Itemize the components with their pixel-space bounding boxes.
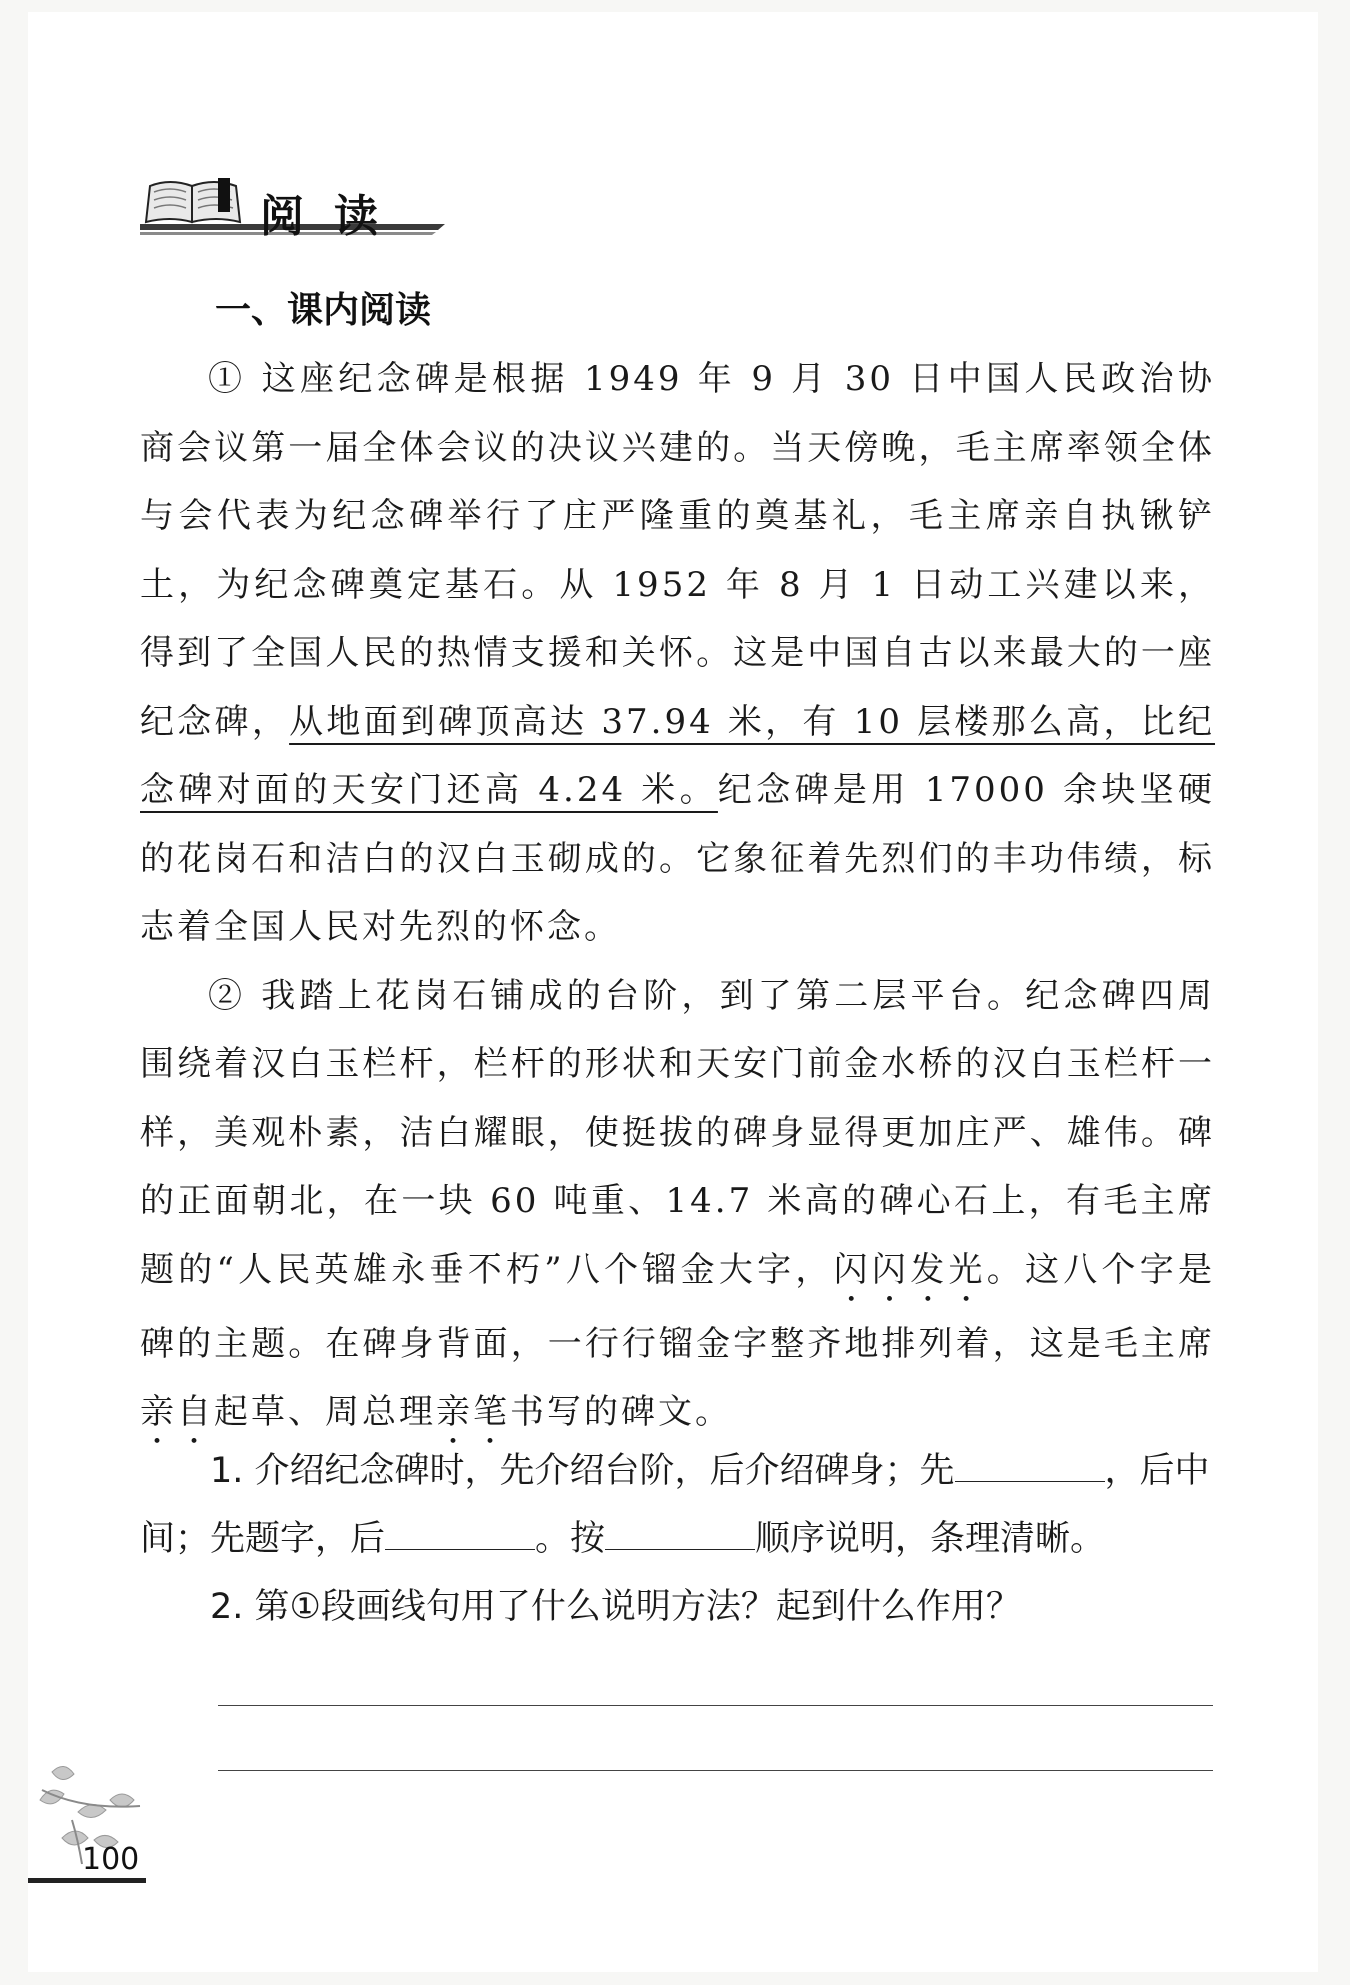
page-number: 100 bbox=[82, 1842, 140, 1877]
section-header bbox=[140, 176, 445, 242]
page-number-bar bbox=[28, 1878, 146, 1883]
question-1-text: 1. 介绍纪念碑时，先介绍台阶，后介绍碑身；先 bbox=[210, 1451, 955, 1491]
section-title: 阅读 bbox=[260, 191, 408, 242]
paragraph-2-text: ② 我踏上花岗石铺成的台阶，到了第二层平台。纪念碑四周围绕着汉白玉栏杆，栏杆的形状和天安门前金水桥的汉白玉栏杆一样，美观朴素，洁白耀眼，使挺拔的碑身显得更加庄严、雄伟。碑的正面朝北，在一块 60 吨重、14.7 米高的碑心石上，有毛主席题的“人民英雄永垂不朽”八个镏金大字， bbox=[140, 975, 1215, 1290]
question-2: 2. 第①段画线句用了什么说明方法？起到什么作用？ bbox=[210, 1587, 1021, 1627]
reading-passage bbox=[140, 345, 1215, 1452]
answer-line[interactable] bbox=[218, 1705, 1213, 1706]
paragraph-2 bbox=[140, 962, 1215, 1453]
questions bbox=[140, 1437, 1215, 1641]
underlined-sentence: 从地面到碑顶高达 37.94 米，有 10 层楼那么高，比纪念碑对面的天安门还高 4.24 米。 bbox=[140, 701, 1216, 810]
question-1-text: 。按 bbox=[535, 1519, 606, 1559]
dotted-phrase: 亲笔 bbox=[436, 1392, 510, 1432]
answer-blank[interactable] bbox=[605, 1519, 755, 1550]
answer-line[interactable] bbox=[218, 1770, 1213, 1771]
paragraph-1-text-end: 纪念碑是用 17000 余块坚硬的花岗石和洁白的汉白玉砌成的。它象征着先烈们的丰功伟绩，标志着全国人民对先烈的怀念。 bbox=[140, 770, 1215, 947]
paragraph-1 bbox=[140, 345, 1215, 962]
question-1-text: ，后中间；先题字，后 bbox=[140, 1451, 1210, 1559]
answer-blank[interactable] bbox=[385, 1519, 535, 1550]
question-1 bbox=[140, 1437, 1215, 1573]
paragraph-2-text-mid: 起草、周总理 bbox=[214, 1392, 436, 1432]
subsection-title: 一、课内阅读 bbox=[215, 290, 432, 331]
dotted-phrase: 闪闪发光 bbox=[833, 1249, 987, 1290]
paragraph-1-text: ① 这座纪念碑是根据 1949 年 9 月 30 日中国人民政治协商会议第一届全体会议的决议兴建的。当天傍晚，毛主席率领全体与会代表为纪念碑举行了庄严隆重的奠基礼，毛主席亲自执锹铲土，为纪念碑奠定基石。从 1952 年 8 月 1 日动工兴建以来，得到了全国人民的热情支援和关怀。这是中国自古以来最大的一座纪念碑， bbox=[140, 359, 1215, 742]
dotted-phrase: 亲自 bbox=[140, 1392, 214, 1432]
answer-blank[interactable] bbox=[955, 1451, 1105, 1482]
paragraph-2-text-mid: 。这八个字是碑的主题。在碑身背面，一行行镏金字整齐地排列着，这是毛主席 bbox=[140, 1249, 1216, 1364]
question-1-text: 顺序说明，条理清晰。 bbox=[755, 1519, 1106, 1559]
paragraph-2-text-end: 书写的碑文。 bbox=[510, 1392, 732, 1432]
